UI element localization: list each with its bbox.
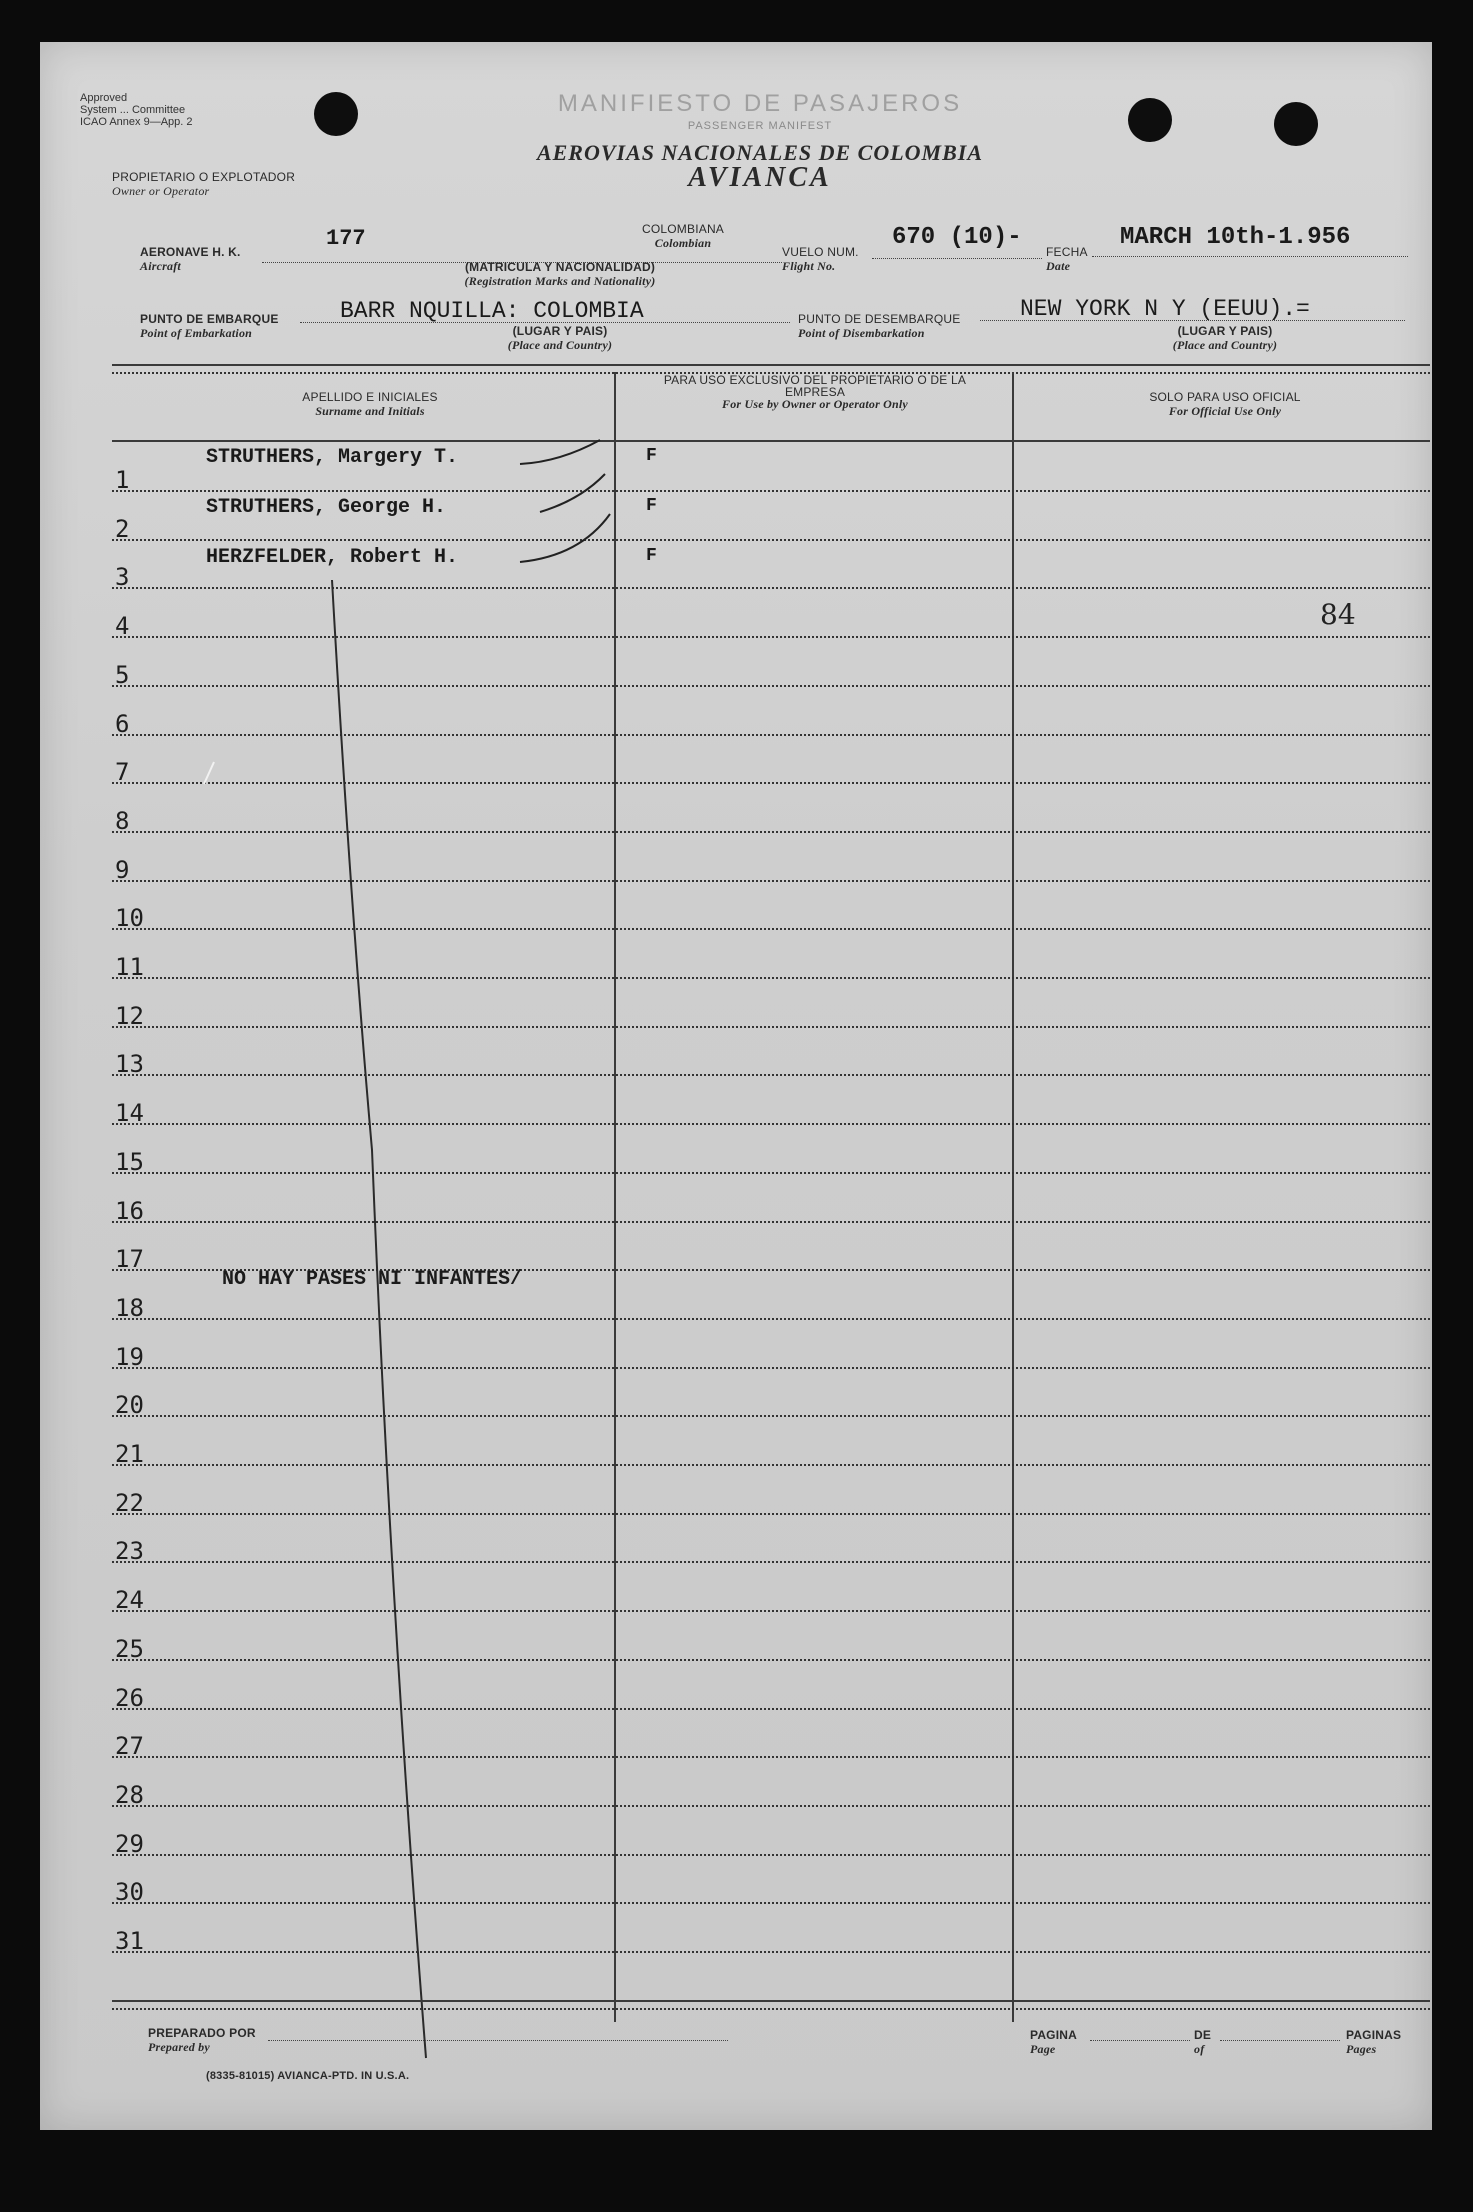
row-number: 22 <box>115 1489 144 1517</box>
stamp-line-1: Approved <box>80 92 128 104</box>
no-passes-note: NO HAY PASES NI INFANTES/ <box>222 1268 523 1291</box>
row-number: 28 <box>115 1781 144 1809</box>
table-bottom-rule-2 <box>112 2008 1430 2010</box>
passenger-name-1: STRUTHERS, Margery T. <box>206 446 459 469</box>
date-label: FECHA Date <box>1046 245 1088 273</box>
of-label: DE of <box>1194 2028 1212 2056</box>
prepared-label: PREPARADO POR Prepared by <box>148 2026 256 2054</box>
row-number: 4 <box>115 612 130 640</box>
row-number: 23 <box>115 1537 144 1565</box>
row-number: 11 <box>115 953 144 981</box>
row-number: 12 <box>115 1002 144 1030</box>
disembark-place-label: (LUGAR Y PAIS) (Place and Country) <box>1172 324 1278 352</box>
registration-label: (MATRICULA Y NACIONALIDAD) (Registration Marks and Nationality) <box>464 260 656 288</box>
aircraft-value: 177 <box>326 226 366 251</box>
of-line <box>1220 2040 1340 2041</box>
row-number: 31 <box>115 1927 144 1955</box>
row-number: 19 <box>115 1343 144 1371</box>
embark-value: BARR NQUILLA: COLOMBIA <box>340 298 644 324</box>
row-number: 25 <box>115 1635 144 1663</box>
passenger-code-3: F <box>646 546 657 566</box>
embark-place-label: (LUGAR Y PAIS) (Place and Country) <box>507 324 613 352</box>
row-number: 27 <box>115 1732 144 1760</box>
disembark-label: PUNTO DE DESEMBARQUE Point of Disembarkation <box>798 312 961 340</box>
pen-stroke-vertical <box>332 580 426 2058</box>
column-header-owner: PARA USO EXCLUSIVO DEL PROPIETARIO O DE LA EMPRESA For Use by Owner or Operator Only <box>663 373 967 411</box>
row-number: 15 <box>115 1148 144 1176</box>
page-label: PAGINA Page <box>1030 2028 1077 2056</box>
row-number: 26 <box>115 1684 144 1712</box>
row-number: 9 <box>115 856 130 884</box>
column-header-official: SOLO PARA USO OFICIAL For Official Use Only <box>1149 390 1301 418</box>
official-note: 84 <box>1320 598 1356 631</box>
check-mark-2 <box>540 474 605 512</box>
row-number: 10 <box>115 904 144 932</box>
page-line <box>1090 2040 1190 2041</box>
column-header-surname: APELLIDO E INICIALES Surname and Initials <box>302 390 438 418</box>
row-number: 17 <box>115 1245 144 1273</box>
row-number: 2 <box>115 515 130 543</box>
pages-label: PAGINAS Pages <box>1346 2028 1402 2056</box>
row-number: 14 <box>115 1099 144 1127</box>
owner-label: PROPIETARIO O EXPLOTADOR Owner or Operator <box>112 170 296 198</box>
stamp-line-3: ICAO Annex 9—App. 2 <box>80 116 193 128</box>
row-number: 3 <box>115 563 130 591</box>
row-number: 16 <box>115 1197 144 1225</box>
paper-scratch <box>204 762 214 784</box>
prepared-line <box>268 2040 728 2041</box>
row-number: 24 <box>115 1586 144 1614</box>
embark-label: PUNTO DE EMBARQUE Point of Embarkation <box>140 312 279 340</box>
row-number: 1 <box>115 466 130 494</box>
form-title-en: PASSENGER MANIFEST <box>687 120 833 132</box>
row-number: 18 <box>115 1294 144 1322</box>
row-number: 21 <box>115 1440 144 1468</box>
aircraft-label: AERONAVE H. K. Aircraft <box>140 245 241 273</box>
airline-name: AEROVIAS NACIONALES DE COLOMBIA <box>536 140 984 165</box>
row-number: 13 <box>115 1050 144 1078</box>
passenger-code-2: F <box>646 496 657 516</box>
row-number: 20 <box>115 1391 144 1419</box>
check-mark-3 <box>520 514 610 562</box>
passenger-code-1: F <box>646 446 657 466</box>
passenger-name-3: HERZFELDER, Robert H. <box>206 546 459 569</box>
airline-brand: AVIANCA <box>688 162 832 193</box>
form-title: MANIFIESTO DE PASAJEROS <box>557 90 963 117</box>
table-bottom-rule <box>112 2000 1430 2002</box>
flight-value: 670 (10)- <box>892 224 1022 251</box>
row-number: 30 <box>115 1878 144 1906</box>
row-number: 8 <box>115 807 130 835</box>
row-number: 5 <box>115 661 130 689</box>
disembark-value: NEW YORK N Y (EEUU).= <box>1020 296 1310 322</box>
row-number: 29 <box>115 1830 144 1858</box>
check-mark-1 <box>520 440 600 464</box>
row-number: 7 <box>115 758 130 786</box>
flight-label: VUELO NUM. Flight No. <box>782 245 859 273</box>
date-value: MARCH 10th-1.956 <box>1120 224 1351 251</box>
nationality-label: COLOMBIANA Colombian <box>642 222 725 250</box>
passenger-name-2: STRUTHERS, George H. <box>206 496 447 519</box>
printer-imprint: (8335-81015) AVIANCA-PTD. IN U.S.A. <box>206 2070 410 2082</box>
row-number: 6 <box>115 710 130 738</box>
stamp-line-2: System ... Committee <box>80 104 186 116</box>
